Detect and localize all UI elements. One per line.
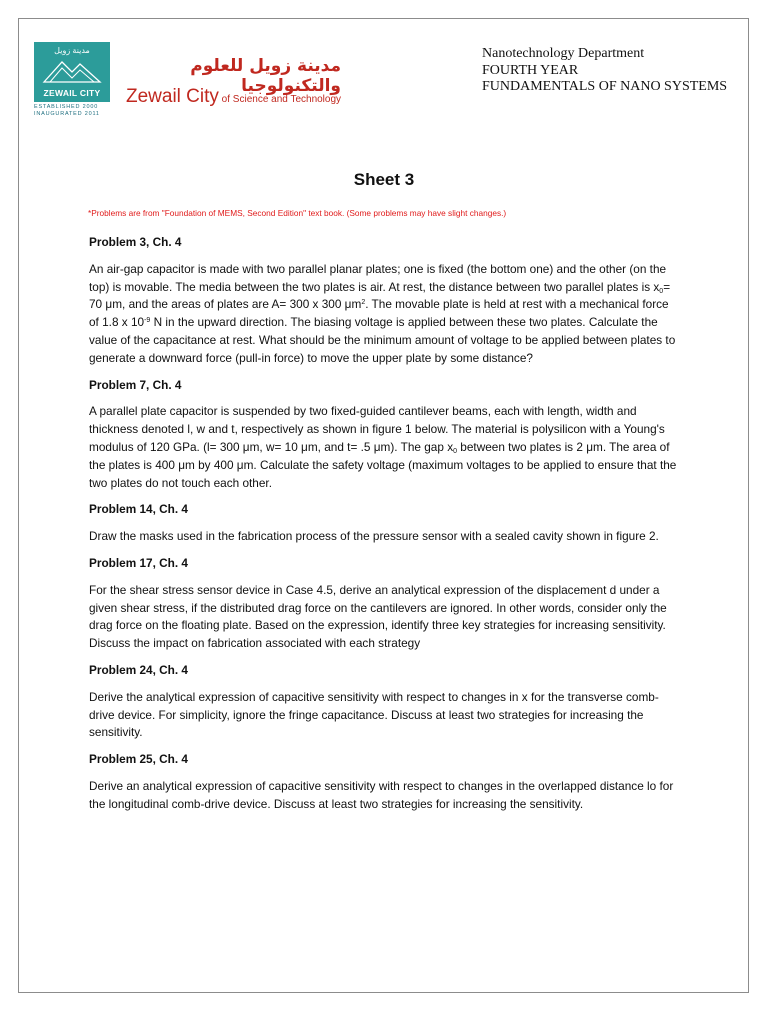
problem-item xyxy=(89,234,681,368)
problems-list xyxy=(89,234,681,823)
logo-english-name: Zewail City of Science and Technology xyxy=(126,86,342,107)
course-name: FUNDAMENTALS OF NANO SYSTEMS xyxy=(482,79,728,94)
problem-heading: Problem 14, Ch. 4 xyxy=(89,502,188,517)
zewail-city-logo xyxy=(34,42,110,102)
logo-city-text: ZEWAIL CITY xyxy=(43,88,101,98)
page-title: Sheet 3 xyxy=(353,170,415,189)
problem-item xyxy=(89,662,681,742)
logo-established: ESTABLISHED 2000 INAUGURATED 2011 xyxy=(34,104,100,117)
problem-heading: Problem 7, Ch. 4 xyxy=(89,377,182,392)
department-name: Nanotechnology Department xyxy=(482,46,645,61)
department-block xyxy=(482,46,727,96)
problem-body: An air-gap capacitor is made with two parallel planar plates; one is fixed (the bottom one) and the other (on the top) is movable. The media between the two plates is air. At rest, the distance between two parallel plates is $x_0= 70$ μm, and the areas of plates are A= 300 x 300 $\mu m^2$. The movable plate is held at rest with a mechanical force of 1.8 x $10^{-9}$ N in the upward direction. The biasing voltage is applied between these two plates. Calculate the value of the capacitance at rest. What should be the minimum amount of voltage to be applied between plates to generate a downward force (pull-in force) to move the upper plate by some distance? xyxy=(89,261,676,365)
logo-arabic-mini: مدينة زويل xyxy=(54,46,90,55)
problem-heading: Problem 17, Ch. 4 xyxy=(89,555,188,570)
source-note: *Problems are from "Foundation of MEMS, Second Edition" text book. (Some problems may have slight changes.) xyxy=(88,208,507,218)
problem-item xyxy=(89,501,681,546)
problem-body: For the shear stress sensor device in Case 4.5, derive an analytical expression of the displacement d under a given shear stress, if the distributed drag force on the cantilevers are ignored. In other words, consider only the drag force on the floating plate. Based on the expression, identify three key strategies for increasing sensitivity. Discuss the impact on fabrication associated with each strategy xyxy=(89,582,667,651)
problem-body: Derive an analytical expression of capacitive sensitivity with respect to changes in the overlapped distance lo for the longitudinal comb-drive device. Discuss at least two strategies for increasing the sensitivity. xyxy=(89,778,674,811)
problem-heading: Problem 3, Ch. 4 xyxy=(89,235,182,249)
problem-body: Derive the analytical expression of capacitive sensitivity with respect to changes in x for the transverse comb-drive device. For simplicity, ignore the fringe capacitance. Discuss at least two strategies for increasing the sensitivity. xyxy=(89,689,659,740)
mountain-icon xyxy=(40,56,104,86)
problem-item xyxy=(89,555,681,653)
problem-body: Draw the masks used in the fabrication process of the pressure sensor with a sealed cavity shown in figure 2. xyxy=(89,529,659,544)
problem-item xyxy=(89,751,681,813)
problem-heading: Problem 24, Ch. 4 xyxy=(89,662,188,677)
logo-arabic-name: مدينة زويل للعلوم والتكنولوجيا xyxy=(190,56,341,96)
problem-item xyxy=(89,377,681,493)
year-label: FOURTH YEAR xyxy=(482,62,579,78)
problem-body: A parallel plate capacitor is suspended by two fixed-guided cantilever beams, each with length, width and thickness denoted l, w and t, respectively as shown in figure 1 below. The material is polysilicon with a Young's modulus of 120 GPa. (l= 300 μm, w= 10 μm, and t= .5 μm). The gap $x_0$ between two plates is 2 μm. The area of the plates is 400 μm by 400 μm. Calculate the safety voltage (maximum voltages to be applied to ensure that the two plates do not touch each other. xyxy=(89,404,677,490)
problem-heading: Problem 25, Ch. 4 xyxy=(89,752,188,767)
